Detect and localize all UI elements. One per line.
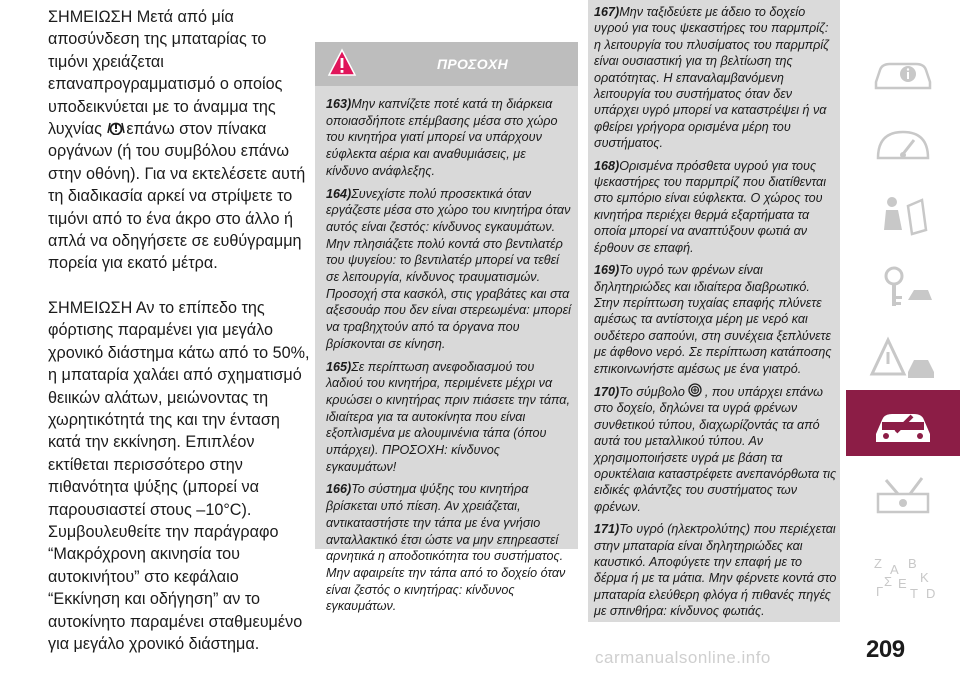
note-steering-text-a: ΣΗΜΕΙΩΣΗ Μετά από μία αποσύνδεση της μπαταρίας το τιμόνι χρειάζεται επαναπρογραμματισμό ο οποίος υποδεικνύεται με το άναμμα της λυχνίας	[48, 8, 283, 139]
warning-item-number: 166)	[326, 482, 352, 497]
warning-item	[594, 4, 838, 152]
warning-item-number: 163)	[326, 97, 352, 111]
chapter-sidebar	[846, 38, 960, 618]
technical-data-icon	[868, 470, 938, 520]
sidebar-tab-safety[interactable]	[846, 182, 960, 248]
note-steering	[48, 6, 310, 275]
car-key-icon	[868, 262, 938, 312]
svg-text:Ε: Ε	[898, 576, 907, 591]
index-icon	[868, 542, 938, 612]
warning-body	[326, 96, 571, 621]
warning-item-text: Το σύστημα ψύξης του κινητήρα βρίσκεται υπό πίεση. Αν χρειάζεται, αντικαταστήστε την τάπα με ένα γνήσιο ανταλλακτικό έτσι ώστε να μην επηρεαστεί αρνητικά η αποδοτικότητα του συστήματος. Μην αφαιρείτε την τάπα από το δοχείο όταν είναι ζεστός ο κινητήρας: κίνδυνος εγκαυμάτων.	[326, 482, 566, 614]
warning-item-number: 169)	[594, 263, 620, 278]
sidebar-tab-index[interactable]	[846, 538, 960, 618]
note-steering-text-b: επάνω στον πίνακα οργάνων (ή του συμβόλου επάνω στην οθόνη). Για να εκτελέσετε αυτή τη διαδικασία αρκεί να στρίψετε το τιμόνι από το ένα άκρο στο άλλο ή απλά να οδηγήσετε σε ευθύγραμμη πορεία για εκατό μέτρα.	[48, 120, 306, 273]
warning-item-text: Το σύμβολο	[619, 384, 685, 399]
warning-item-number: 171)	[594, 522, 620, 537]
svg-text:Τ: Τ	[910, 586, 918, 601]
warning-item-text: Συνεχίστε πολύ προσεκτικά όταν εργάζεστε μέσα στο χώρο του κινητήρα όταν αυτός είναι ζεστός: κίνδυνος εγκαυμάτων. Μην πλησιάζετε πολύ κοντά στο βεντιλατέρ του ψυγείου: το βεντιλατέρ μπορεί να τεθεί σε λειτουργία, κίνδυνος τραυματισμών. Προσοχή στα κασκόλ, στις γραβάτες και στα αξεσουάρ που δεν είναι στερεωμένα: μπορεί να τραβηχτούν από τα όργανα που βρίσκονται σε κίνηση.	[326, 186, 571, 351]
svg-text:Z: Z	[874, 556, 882, 571]
warning-header	[315, 42, 578, 86]
svg-text:Κ: Κ	[920, 570, 929, 585]
warning-item-number: 170)	[594, 384, 620, 399]
page-number: 209	[866, 636, 905, 663]
right-column-body	[594, 4, 838, 626]
safety-icon	[868, 190, 938, 240]
sidebar-tab-dashboard[interactable]	[846, 110, 960, 176]
warning-item	[594, 521, 838, 619]
sidebar-tab-technical-data[interactable]	[846, 462, 960, 528]
warning-triangle-icon	[327, 48, 357, 78]
right-column	[588, 0, 840, 622]
warning-item-text-cont: , που υπάρχει επάνω στο δοχείο, δηλώνει τα υγρά φρένων συνθετικού τύπου, διαχωρίζοντάς τα από αυτά του μεταλλικού τύπου. Αν χρησιμοποιήσετε υγρά με βάση τα ορυκτέλαια καταστρέφετε ανεπανόρθωτα τις ειδικές φλάντζες του συστήματος των φρένων.	[594, 384, 837, 514]
steering-warning-icon	[107, 121, 125, 135]
svg-text:A: A	[890, 562, 899, 577]
svg-text:B: B	[908, 556, 917, 571]
warning-item	[326, 359, 571, 476]
brake-fluid-symbol-icon	[686, 383, 704, 397]
sidebar-tab-car-info[interactable]	[846, 38, 960, 104]
svg-text:D: D	[926, 586, 936, 601]
warning-item-number: 165)	[326, 359, 352, 374]
warning-item	[594, 158, 838, 256]
warning-item	[594, 262, 838, 377]
dashboard-icon	[868, 118, 938, 168]
warning-item	[326, 96, 571, 180]
car-info-icon	[868, 46, 938, 96]
watermark: carmanualsonline.info	[595, 648, 771, 667]
svg-text:Σ: Σ	[884, 574, 893, 589]
warning-item-text: Μην καπνίζετε ποτέ κατά τη διάρκεια οποιασδήποτε επέμβασης μέσα στο χώρο του κινητήρα γιατί μπορεί να υπάρχουν εύφλεκτα αέρια και αναθυμιάσεις, με κίνδυνο ανάφλεξης.	[326, 97, 558, 178]
warning-item-text: Το υγρό (ηλεκτρολύτης) που περιέχεται στην μπαταρία είναι δηλητηριώδες και καυστικό. Αποφύγετε την επαφή με το δέρμα ή με τα μάτια. Μην φέρνετε κοντά στο μπαταρία ελεύθερη φλόγα ή πιθανές πηγές με σπινθήρα: κίνδυνος φωτιάς.	[594, 522, 837, 619]
warning-item	[326, 186, 571, 353]
sidebar-tab-maintenance[interactable]	[846, 390, 960, 456]
warning-item-number: 167)	[594, 5, 620, 19]
svg-text:Γ: Γ	[876, 584, 884, 599]
note-battery: ΣΗΜΕΙΩΣΗ Αν το επίπεδο της φόρτισης παραμένει για μεγάλο χρονικό διάστημα κάτω από το 50%, η μπαταρία χαλάει από σχηματισμό θειικών αλάτων, μειώνοντας τη χωρητικότητά της και την ένταση κατά την εκκίνηση. Επιπλέον εκτίθεται περισσότερο στην πιθανότητα ψύξης (μπορεί να παρουσιαστεί στους –10°C). Συμβουλευθείτε την παράγραφο “Μακρόχρονη ακινησία του αυτοκινήτου” στο κεφάλαιο “Εκκίνηση και οδήγηση” αν το αυτοκίνητο παραμένει σταθμευμένο για μεγάλο χρονικό διάστημα.	[48, 298, 310, 653]
warning-title: ΠΡΟΣΟΧΗ	[437, 56, 508, 72]
left-column	[48, 6, 310, 677]
sidebar-tab-starting[interactable]	[846, 254, 960, 320]
warning-item-text: Ορισμένα πρόσθετα υγρού για τους ψεκαστήρες του παρμπρίζ που διατίθενται στο εμπόριο είναι εύφλεκτα. Ο χώρος του κινητήρα περιέχει θερμά εξαρτήματα τα οποία μπορεί να αναπτύξουν φωτιά αν έρθουν σε επαφή.	[594, 158, 826, 255]
warning-triangle-icon	[868, 334, 938, 384]
warning-item	[326, 481, 571, 615]
car-wrench-icon	[868, 398, 938, 448]
warning-box	[315, 42, 578, 614]
warning-item	[594, 383, 838, 515]
warning-item-text: Σε περίπτωση ανεφοδιασμού του λαδιού του κινητήρα, περιμένετε μέχρι να κρυώσει ο κινητήρας πριν πιάσετε την τάπα, ιδιαίτερα για τα αυτοκίνητα που είναι εξοπλισμένα με αλουμινένια τάπα (όπου υπάρχει). ΠΡΟΣΟΧΗ: κίνδυνος εγκαυμάτων!	[326, 359, 570, 474]
warning-item-number: 168)	[594, 158, 620, 173]
sidebar-tab-emergency[interactable]	[846, 326, 960, 392]
warning-item-text: Μην ταξιδεύετε με άδειο το δοχείο υγρού για τους ψεκαστήρες του παρμπρίζ: η λειτουργία του πλυσίματος του παρμπρίζ είναι ουσιαστική για τη βελτίωση της ορατότητας. Η επαναλαμβανόμενη λειτουργία του συστήματος όταν δεν υπάρχει υγρό μπορεί να καταστρέψει ή να φθείρει γρήγορα ορισμένα μέρη του συστήματος.	[594, 5, 830, 151]
warning-item-number: 164)	[326, 186, 352, 201]
warning-item-text: Το υγρό των φρένων είναι δηλητηριώδες και ιδιαίτερα διαβρωτικό. Στην περίπτωση τυχαίας επαφής πλύνετε αμέσως τα αντίστοιχα μέρη με νερό και ουδέτερο σαπούνι, στη συνέχεια ξεπλύνετε με άφθονο νερό. Σε περίπτωση κατάποσης επικοινωνήστε αμέσως με ένα γιατρό.	[594, 263, 832, 376]
